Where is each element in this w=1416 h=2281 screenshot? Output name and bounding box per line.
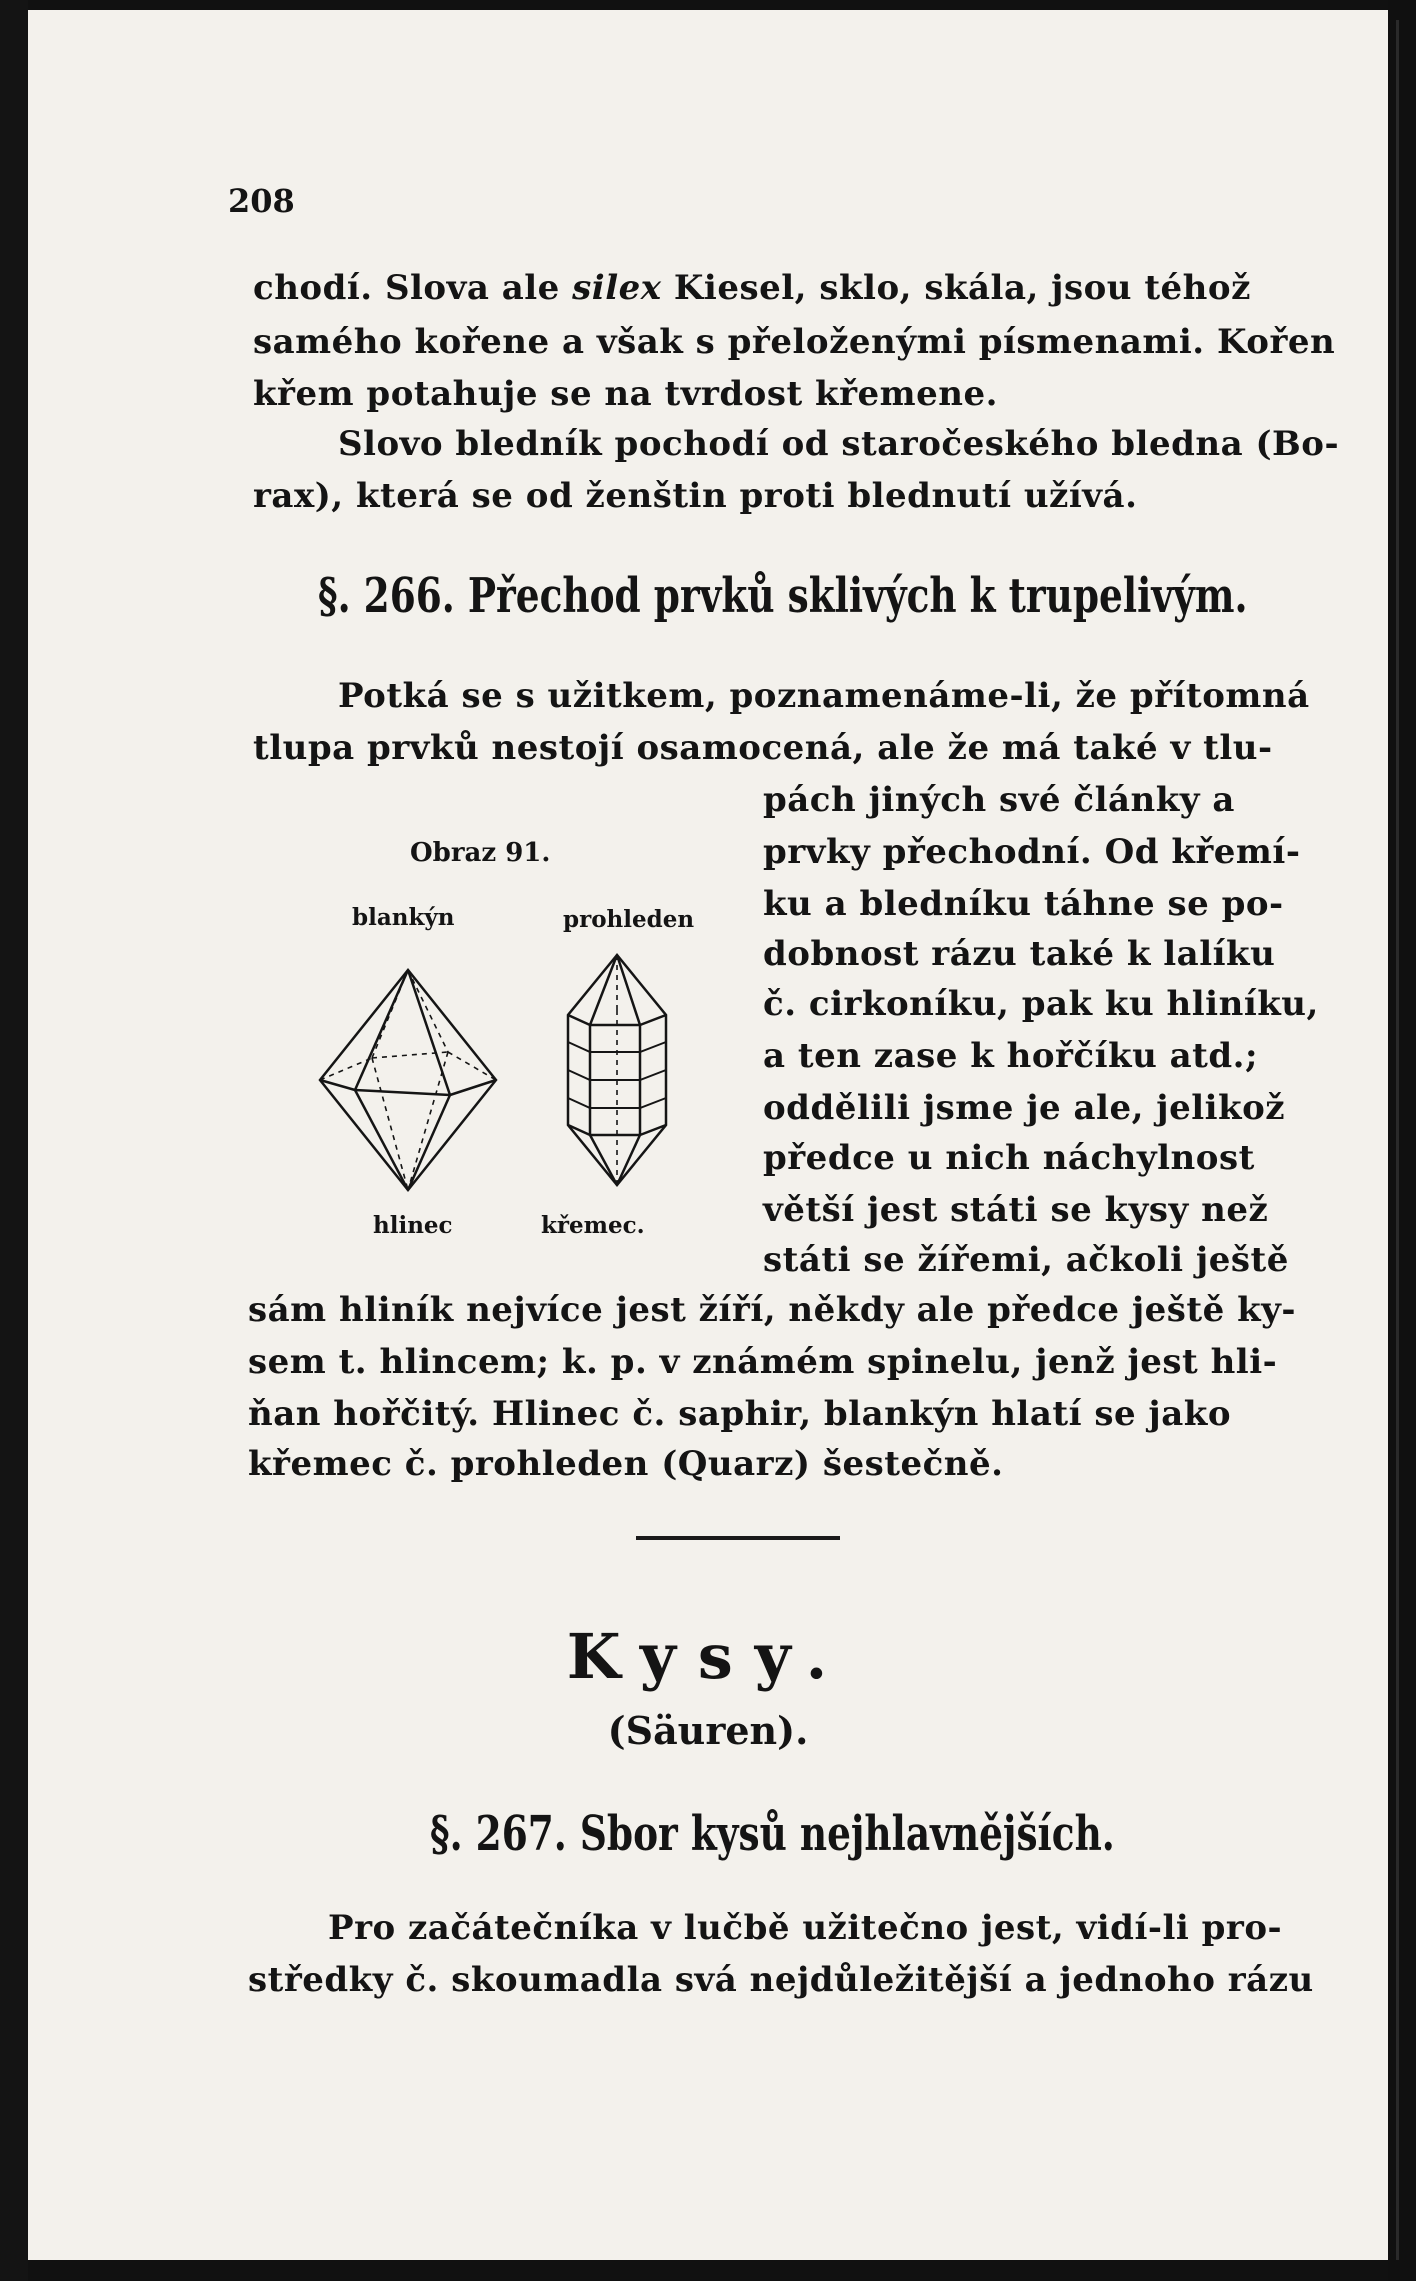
para3-narrow-line-3: ku a bledníku táhne se po- xyxy=(763,884,1284,924)
para3-line-1: Potká se s užitkem, poznamenáme-li, že přítomná xyxy=(338,676,1310,716)
scan-right-edge xyxy=(1388,0,1416,2281)
para3-rest-line-4: křemec č. prohleden (Quarz) šestečně. xyxy=(248,1444,1004,1484)
figure-label-blankyn: blankýn xyxy=(352,904,455,931)
para1-line-2: samého kořene a však s přeloženými písmenami. Kořen xyxy=(253,322,1336,362)
para3-rest-line-3: ňan hořčitý. Hlinec č. saphir, blankýn hlatí se jako xyxy=(248,1394,1231,1434)
figure-label-kremec: křemec. xyxy=(541,1212,645,1239)
para2-line-1: Slovo bledník pochodí od staročeského bledna (Bo- xyxy=(338,424,1340,464)
para4-line-2: středky č. skoumadla svá nejdůležitější a jednoho rázu xyxy=(248,1960,1314,2000)
para3-narrow-line-6: a ten zase k hořčíku atd.; xyxy=(763,1036,1259,1076)
figure-label-hlinec: hlinec xyxy=(373,1212,453,1239)
para3-narrow-line-8: předce u nich náchylnost xyxy=(763,1138,1255,1178)
para3-narrow-line-7: oddělili jsme je ale, jelikož xyxy=(763,1088,1286,1128)
horizontal-rule xyxy=(636,1536,840,1540)
crystal-figure xyxy=(300,940,720,1220)
para3-line-2: tlupa prvků nestojí osamocená, ale že má také v tlu- xyxy=(253,728,1273,768)
para3-narrow-line-9: větší jest státi se kysy než xyxy=(763,1190,1269,1230)
figure-title: Obraz 91. xyxy=(410,838,551,868)
para3-narrow-line-5: č. cirkoníku, pak ku hliníku, xyxy=(763,984,1319,1024)
para3-narrow-line-1: pách jiných své články a xyxy=(763,780,1235,820)
bipyramid-crystal xyxy=(320,970,496,1190)
para1-line-1 xyxy=(253,268,1285,308)
section-heading-267: §. 267. Sbor kysů nejhlavnějších. xyxy=(430,1806,1115,1862)
para2-line-2: rax), která se od ženštin proti blednutí užívá. xyxy=(253,476,1138,516)
section-heading-266: §. 266. Přechod prvků sklivých k trupelivým. xyxy=(318,568,1248,624)
para3-narrow-line-2: prvky přechodní. Od křemí- xyxy=(763,832,1301,872)
para3-rest-line-2: sem t. hlincem; k. p. v známém spinelu, jenž jest hli- xyxy=(248,1342,1278,1382)
para4-line-1: Pro začátečníka v lučbě užitečno jest, vidí-li pro- xyxy=(328,1908,1283,1948)
chapter-subtitle-sauren: (Säuren). xyxy=(607,1708,809,1753)
para3-narrow-line-10: státi se žířemi, ačkoli ještě xyxy=(763,1240,1289,1280)
quartz-crystal xyxy=(568,955,666,1185)
page-number: 208 xyxy=(228,182,295,220)
figure-label-prohleden: prohleden xyxy=(563,906,695,933)
para1-line-3: křem potahuje se na tvrdost křemene. xyxy=(253,374,998,414)
para3-rest-line-1: sám hliník nejvíce jest žíří, někdy ale předce ještě ky- xyxy=(248,1290,1297,1330)
para1-line-1-text: chodí. Slova ale silex Kiesel, sklo, skála, jsou téhož xyxy=(253,268,1251,308)
chapter-title-kysy: Kysy. xyxy=(566,1620,850,1693)
para3-narrow-line-4: dobnost rázu také k lalíku xyxy=(763,934,1276,974)
scan-left-edge xyxy=(0,0,28,2281)
